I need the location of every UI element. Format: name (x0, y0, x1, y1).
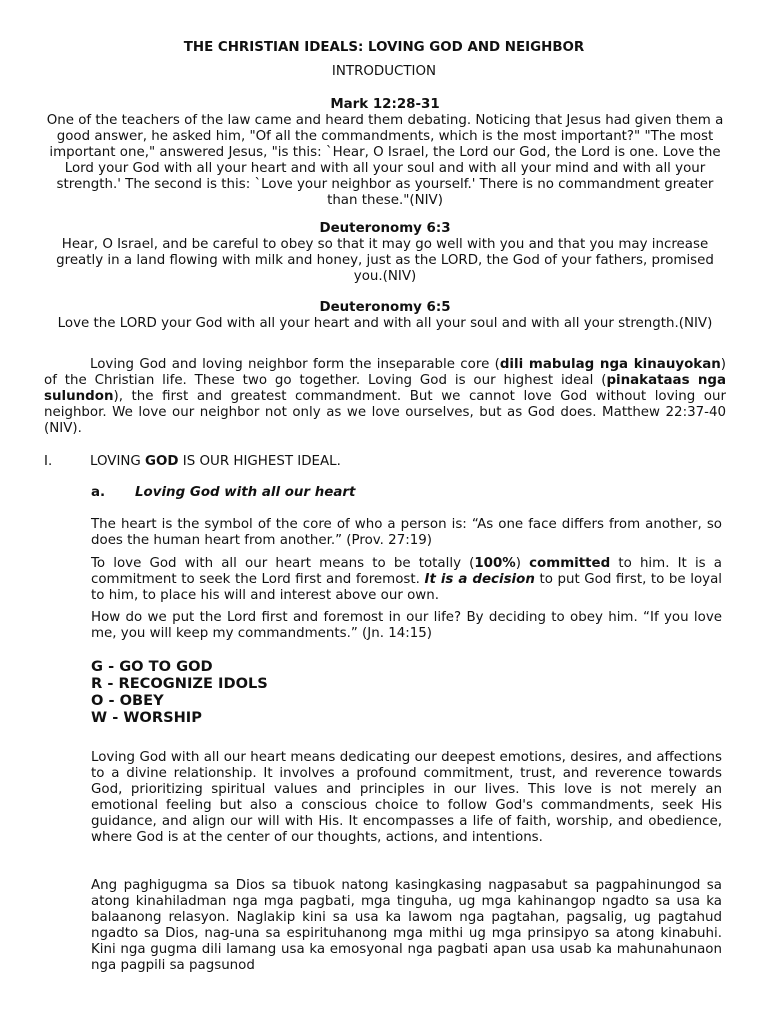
deut63-reference: Deuteronomy 6:3 (319, 221, 451, 236)
grow-acronym-list (91, 658, 268, 726)
subsection-heading-a: a. Loving God with all our heart (91, 485, 356, 500)
obey-paragraph: How do we put the Lord first and foremost in our life? By deciding to obey him. “If you love me, you will keep my commandments.” (Jn. 14:15) (91, 610, 722, 641)
english-explanation-paragraph: Loving God with all our heart means dedicating our deepest emotions, desires, and affections to a divine relationship. It involves a profound commitment, trust, and reverence towards God, prioritizing spiritual values and principles in our lives. This love is not merely an emotional feeling but also a conscious choice to follow God's commandments, seek His guidance, and align our will with His. It encompasses a life of faith, worship, and obedience, where God is at the center of our thoughts, actions, and intentions. (91, 750, 722, 845)
section-heading-1: I. LOVING GOD IS OUR HIGHEST IDEAL. (44, 454, 341, 469)
document-title: THE CHRISTIAN IDEALS: LOVING GOD AND NEIGHBOR (183, 40, 585, 55)
deut65-text: Love the LORD your God with all your heart and with all your soul and with all your strength.(NIV) (57, 316, 713, 331)
mark-reference: Mark 12:28-31 (330, 97, 440, 112)
grow-item: G - GO TO GOD (91, 658, 213, 675)
deut63-text: Hear, O Israel, and be careful to obey so that it may go well with you and that you may increase greatly in a land flowing with milk and honey, just as the LORD, the God of your fathers, promised you.(NIV) (56, 237, 714, 284)
cebuano-explanation-paragraph: Ang paghigugma sa Dios sa tibuok natong kasingkasing nagpasabut sa pagpahinungod sa atong kinahiladman nga mga pagbati, mga tinguha, ug mga kahinangop ngadto sa usa ka balaanong relasyon. Naglakip kini sa usa ka lawom nga pagtahan, pagsalig, ug pagtahud ngadto sa Dios, nag-una sa espirituhanong mga mithi ug mga prinsipyo sa atong kinabuhi. Kini nga gugma dili lamang usa ka emosyonal nga pagbati apan usa usab ka mahunahunaon nga pagpili sa pagsunod (91, 878, 722, 973)
deut65-reference: Deuteronomy 6:5 (319, 300, 451, 315)
commitment-paragraph: To love God with all our heart means to be totally (100%) committed to him. It is a commitment to seek the Lord first and foremost. It is a decision to put God first, to be loyal to him, to place his will and interest above our own. (91, 556, 722, 603)
mark-passage (44, 97, 726, 209)
intro-paragraph: Loving God and loving neighbor form the inseparable core (dili mabulag nga kinauyokan) of the Christian life. These two go together. Loving God is our highest ideal (pinakataas nga sulundon), the first and greatest commandment. But we cannot love God without loving our neighbor. We love our neighbor not only as we love ourselves, but as God does. Matthew 22:37-40 (NIV). (44, 357, 726, 436)
deut63-passage (44, 221, 726, 285)
introduction-heading: INTRODUCTION (331, 64, 437, 79)
mark-text: One of the teachers of the law came and heard them debating. Noticing that Jesus had given them a good answer, he asked him, "Of all the commandments, which is the most important?" "The most important one," answered Jesus, "is this: `Hear, O Israel, the Lord our God, the Lord is one. Love the Lord your God with all your heart and with all your soul and with all your mind and with all your strength.' The second is this: `Love your neighbor as yourself.' There is no commandment greater than these."(NIV) (46, 113, 724, 208)
deut65-passage (44, 300, 726, 332)
heart-symbol-paragraph: The heart is the symbol of the core of who a person is: “As one face differs from another, so does the human heart from another.” (Prov. 27:19) (91, 517, 722, 548)
grow-item: O - OBEY (91, 692, 164, 709)
grow-item: W - WORSHIP (91, 709, 202, 726)
grow-item: R - RECOGNIZE IDOLS (91, 675, 268, 692)
